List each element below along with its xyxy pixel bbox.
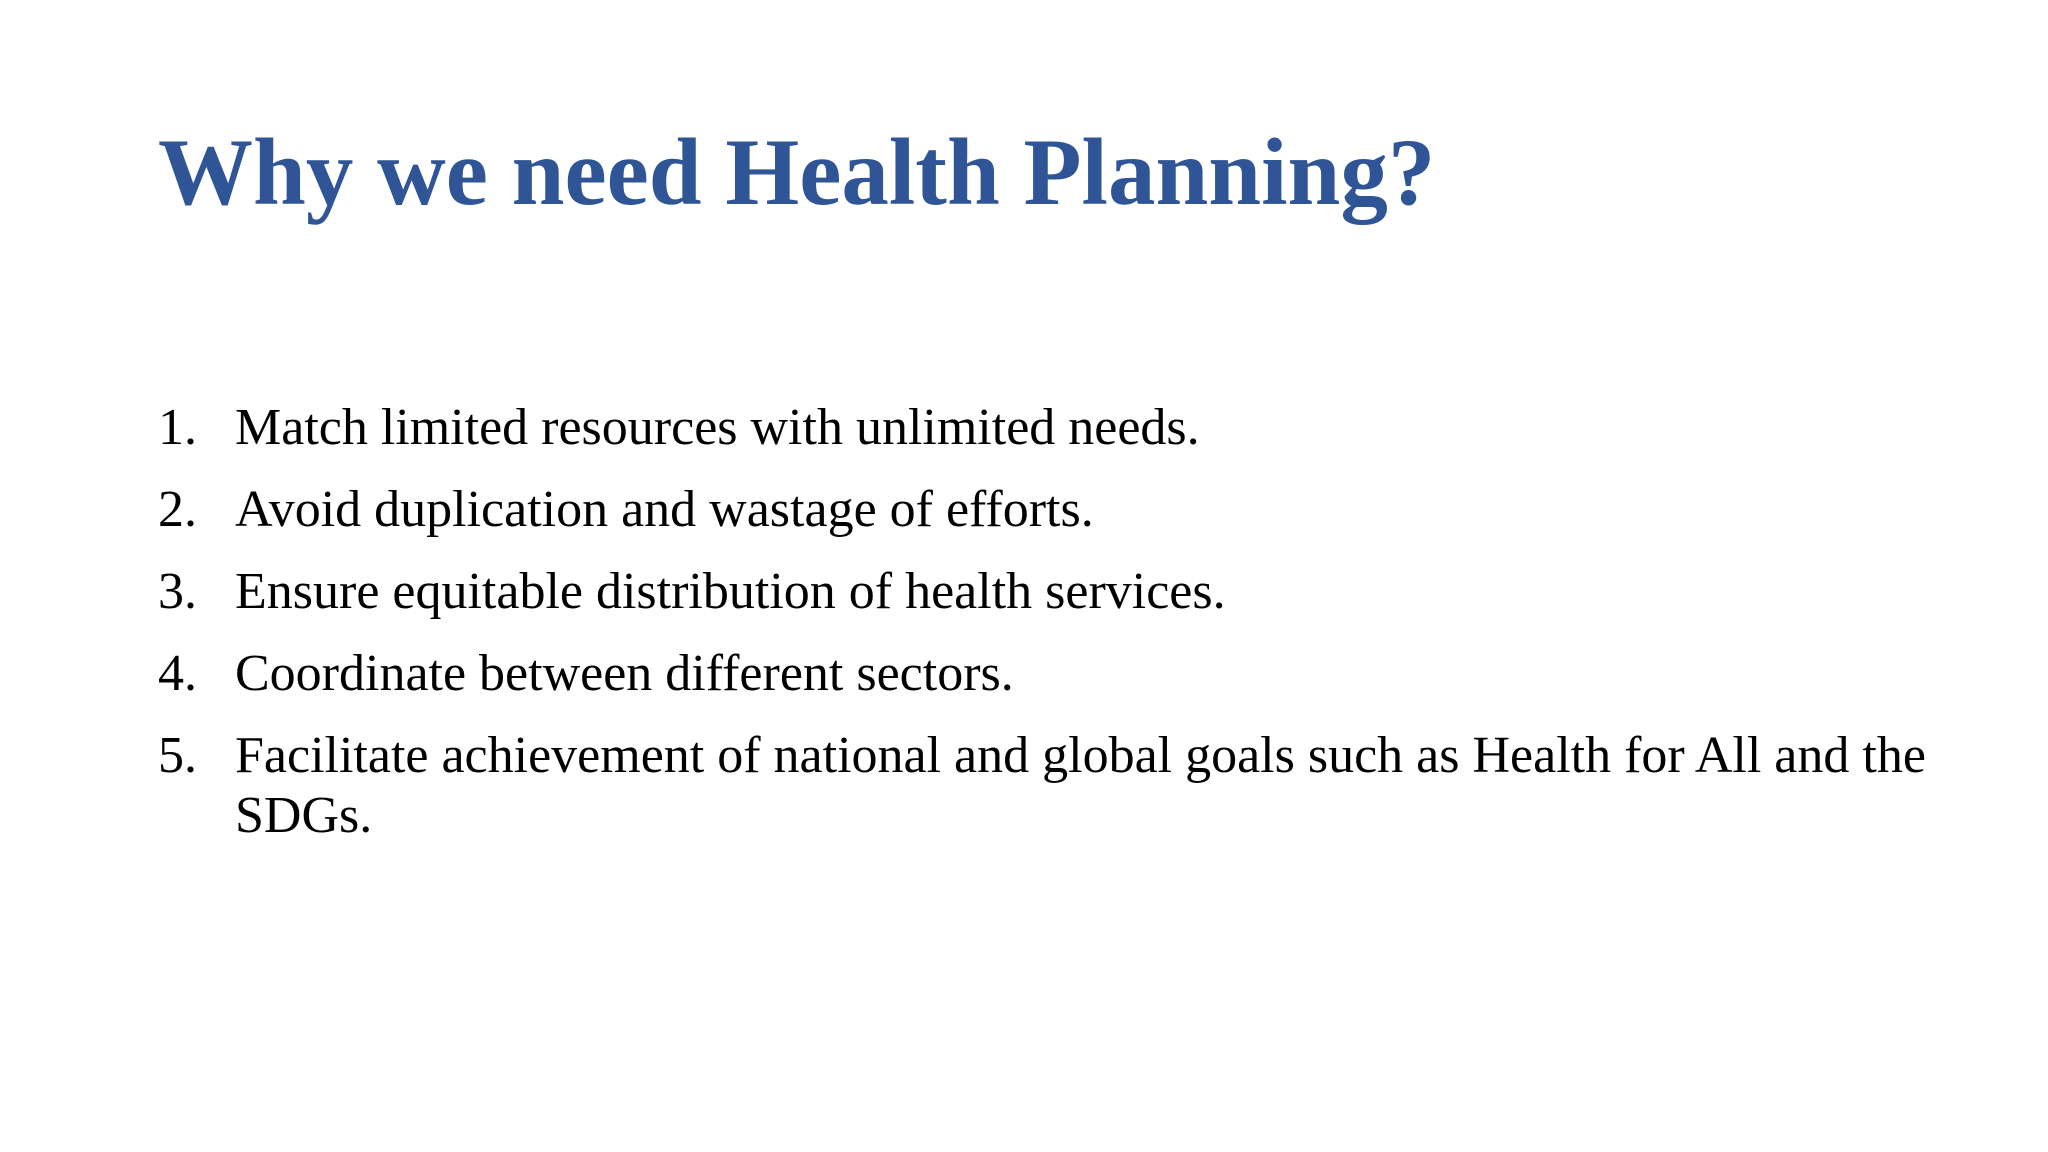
list-item-number: 3.	[158, 563, 197, 620]
list-item-number: 4.	[158, 645, 197, 702]
list-item-number: 5.	[158, 727, 197, 784]
list-item	[158, 398, 1958, 458]
list-item	[158, 644, 1958, 704]
list-item-number: 2.	[158, 481, 197, 538]
numbered-list	[158, 398, 1958, 868]
list-item-text: Coordinate between different sectors.	[235, 645, 1014, 702]
list-item	[158, 726, 1958, 846]
list-item-text: Facilitate achievement of national and global goals such as Health for All and the SDGs.	[235, 727, 1926, 844]
slide-title: Why we need Health Planning?	[158, 119, 1436, 225]
list-item	[158, 562, 1958, 622]
list-item-number: 1.	[158, 399, 197, 456]
list-item	[158, 480, 1958, 540]
list-item-text: Ensure equitable distribution of health services.	[235, 563, 1226, 620]
list-item-text: Match limited resources with unlimited needs.	[235, 399, 1200, 456]
list-item-text: Avoid duplication and wastage of efforts.	[235, 481, 1094, 538]
